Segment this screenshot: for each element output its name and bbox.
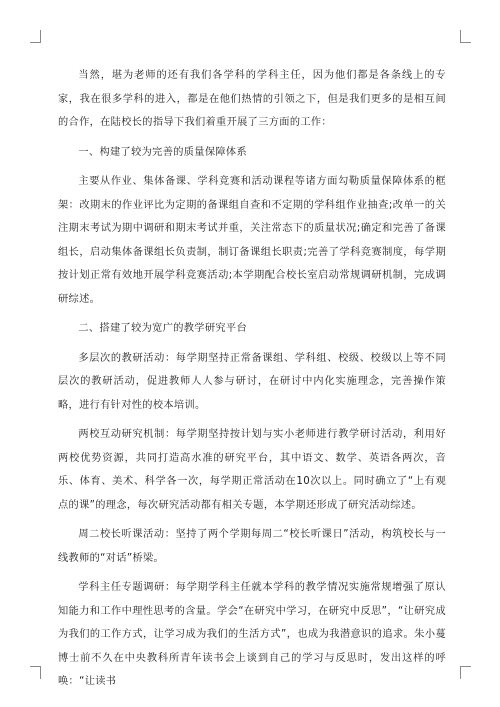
document-body [58,64,446,700]
crop-mark-bottom-right [460,666,471,679]
section-heading-quality: 一、构建了较为完善的质量保障体系 [78,146,247,158]
paragraph-principal-observation: 周二校长听课活动：坚持了两个学期每周二“校长听课日”活动，构筑校长与一线教师的“对话”桥梁。 [58,529,446,564]
paragraph-subject-director-research: 学科主任专题调研：每学期学科主任就本学科的教学情况实施常规增强了原认知能力和工作中理性思考的含量。学会“在研究中学习，在研究中反思”，“让研究成为我们的工作方式，让学习成为我们的生活方式”，也成为我潜意识的追求。朱小蔓博士前不久在中央教科所青年读书会上谈到自己的学习与反思时，发出这样的呼唤：“让读书 [58,582,446,687]
crop-mark-top-right [460,30,471,43]
paragraph-two-school-interaction: 两校互动研究机制：每学期坚持按计划与实小老师进行教学研讨活动，利用好两校优势资源，共同打造高水准的研究平台，其中语文、数学、英语各两次，音乐、体育、美术、科学各一次，每学期正常活动在10次以上。同时确立了“上有观点的课”的理念，每次研究活动都有相关专题，本学期还形成了研究活动综述。 [58,429,446,511]
paragraph-intro: 当然，堪为老师的还有我们各学科的学科主任，因为他们都是各条线上的专家，我在很多学科的进入，都是在他们热情的引领之下，但是我们更多的是相互间的合作，在陆校长的指导下我们着重开展了三方面的工作： [58,70,446,128]
section-heading-research: 二、搭建了较为宽广的教学研究平台 [78,323,247,334]
crop-mark-bottom-left [30,666,41,679]
paragraph-quality-framework: 主要从作业、集体备课、学科竞赛和活动课程等诸方面勾勒质量保障体系的框架：改期末的作业评比为定期的备课组自查和不定期的学科组作业抽查;改单一的关注期末考试为期中调研和期末考试并重，关注常态下的质量状况;确定和完善了备课组长，启动集体备课组长负责制，制订备课组长职责;完善了学科竞赛制度，每学期按计划正常有效地开展学科竞赛活动;本学期配合校长室启动常规调研机制，完成调研综述。 [58,176,446,305]
crop-mark-top-left [30,30,41,43]
paragraph-multilevel-research: 多层次的教研活动：每学期坚持正常备课组、学科组、校级、校级以上等不同层次的教研活动，促进教师人人参与研讨，在研讨中内化实施理念，完善操作策略，进行有针对性的校本培训。 [58,352,446,411]
